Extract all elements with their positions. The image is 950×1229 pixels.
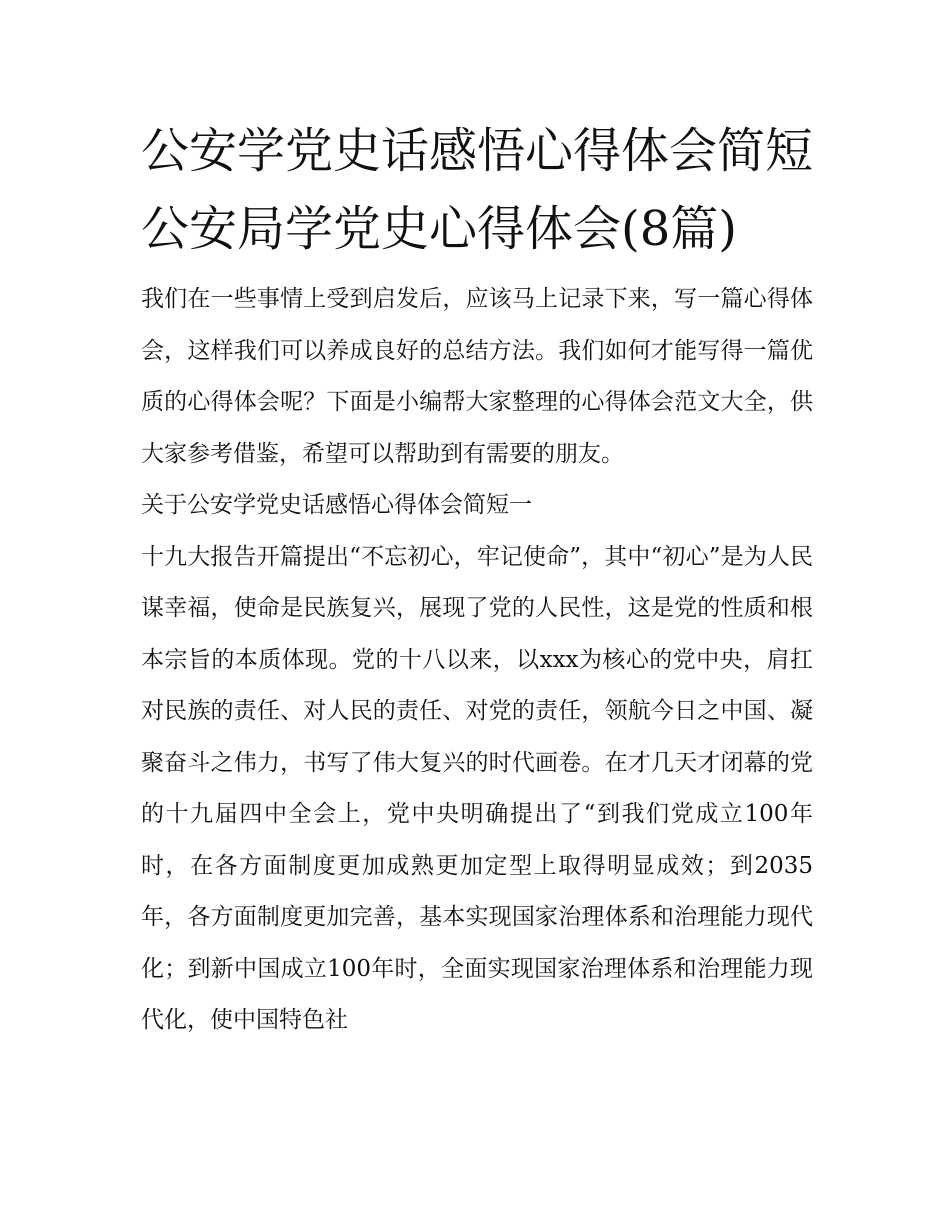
intro-paragraph: 我们在一些事情上受到启发后，应该马上记录下来，写一篇心得体会，这样我们可以养成良好的总结方法。我们如何才能写得一篇优质的心得体会呢？下面是小编帮大家整理的心得体会范文大全，供大家参考借鉴，希望可以帮助到有需要的朋友。 bbox=[141, 286, 813, 467]
body-paragraph: 十九大报告开篇提出“不忘初心，牢记使命”，其中“初心”是为人民谋幸福，使命是民族复兴，展现了党的人民性，这是党的性质和根本宗旨的本质体现。党的十八以来，以xxx为核心的党中央，肩扛对民族的责任、对人民的责任、对党的责任，领航今日之中国、凝聚奋斗之伟力，书写了伟大复兴的时代画卷。在才几天才闭幕的党的十九届四中全会上，党中央明确提出了“到我们党成立100年时，在各方面制度更加成熟更加定型上取得明显成效；到2035年，各方面制度更加完善，基本实现国家治理体系和治理能力现代化；到新中国成立100年时，全面实现国家治理体系和治理能力现代化，使中国特色社 bbox=[141, 543, 813, 1033]
document-title: 公安学党史话感悟心得体会简短 公安局学党史心得体会(8篇) bbox=[141, 123, 814, 257]
document-page bbox=[141, 112, 813, 1047]
section-heading: 关于公安学党史话感悟心得体会简短一 bbox=[141, 492, 532, 518]
